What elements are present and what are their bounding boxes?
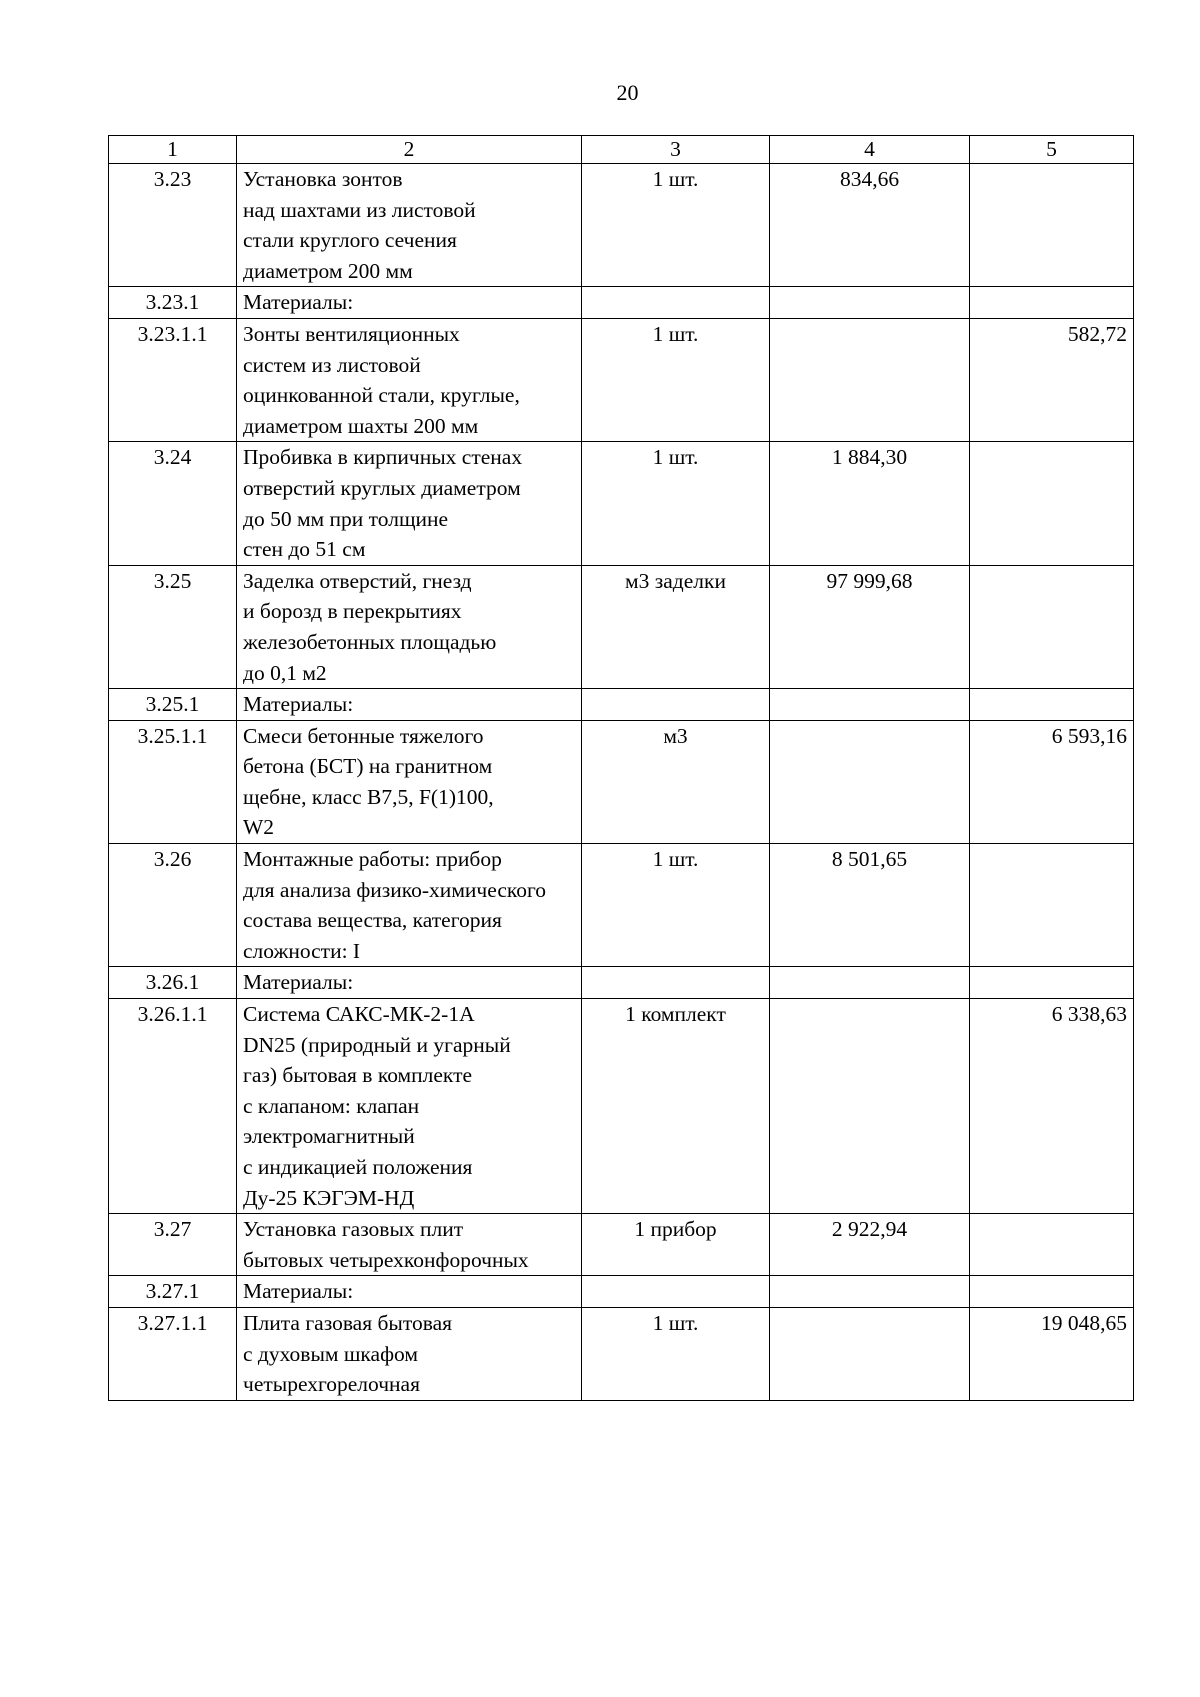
cell-unit: 1 прибор: [582, 1214, 770, 1276]
cell-description: [237, 318, 582, 441]
cell-price: 1 884,30: [770, 442, 970, 565]
description-line: электромагнитный: [243, 1124, 415, 1149]
description-line: Материалы:: [243, 1279, 354, 1304]
cell-unit: 1 шт.: [582, 164, 770, 287]
description-line: Монтажные работы: прибор: [243, 847, 502, 872]
cell-description: [237, 689, 582, 721]
cell-number: 3.26.1: [109, 967, 237, 999]
header-col-2: 2: [237, 136, 582, 164]
description-line: диаметром шахты 200 мм: [243, 413, 479, 438]
cell-description: [237, 442, 582, 565]
cell-number: 3.27.1.1: [109, 1307, 237, 1400]
cell-description: [237, 1276, 582, 1308]
cell-description: [237, 999, 582, 1214]
cell-number: 3.25.1.1: [109, 720, 237, 843]
table-row: [109, 1276, 1134, 1308]
table-row: [109, 442, 1134, 565]
description-line: W2: [243, 815, 275, 840]
cell-materials-cost: [970, 565, 1134, 688]
table-row: [109, 999, 1134, 1214]
table-row: [109, 844, 1134, 967]
description-line: Ду-25 КЭГЭМ-НД: [243, 1185, 415, 1210]
cell-price: 2 922,94: [770, 1214, 970, 1276]
cell-description: [237, 164, 582, 287]
cell-number: 3.23.1: [109, 287, 237, 319]
header-col-5: 5: [970, 136, 1134, 164]
cell-description: [237, 1307, 582, 1400]
cell-description: [237, 1214, 582, 1276]
cell-number: 3.25: [109, 565, 237, 688]
cell-materials-cost: 6 338,63: [970, 999, 1134, 1214]
cell-materials-cost: [970, 689, 1134, 721]
cell-price: 97 999,68: [770, 565, 970, 688]
description-line: диаметром 200 мм: [243, 258, 413, 283]
description-line: Смеси бетонные тяжелого: [243, 723, 484, 748]
cell-unit: 1 шт.: [582, 442, 770, 565]
cell-description: [237, 565, 582, 688]
table-row: [109, 720, 1134, 843]
cell-materials-cost: [970, 1214, 1134, 1276]
cell-materials-cost: [970, 442, 1134, 565]
cell-price: [770, 720, 970, 843]
description-line: с духовым шкафом: [243, 1341, 418, 1366]
description-line: стен до 51 см: [243, 537, 366, 562]
cell-unit: 1 шт.: [582, 844, 770, 967]
table-row: [109, 287, 1134, 319]
cell-number: 3.23: [109, 164, 237, 287]
cell-materials-cost: [970, 1276, 1134, 1308]
cell-number: 3.24: [109, 442, 237, 565]
cell-price: [770, 967, 970, 999]
table-header-row: [109, 136, 1134, 164]
cell-price: [770, 1276, 970, 1308]
description-line: Плита газовая бытовая: [243, 1310, 453, 1335]
cell-unit: м3 заделки: [582, 565, 770, 688]
description-line: четырехгорелочная: [243, 1372, 420, 1397]
table-row: [109, 967, 1134, 999]
cell-price: [770, 318, 970, 441]
description-line: Зонты вентиляционных: [243, 321, 460, 346]
table-body: [109, 136, 1134, 1401]
cell-unit: 1 комплект: [582, 999, 770, 1214]
estimate-table: [108, 135, 1134, 1401]
description-line: DN25 (природный и угарный: [243, 1032, 511, 1057]
description-line: сложности: I: [243, 938, 361, 963]
cell-description: [237, 720, 582, 843]
description-line: до 0,1 м2: [243, 660, 327, 685]
cell-price: 8 501,65: [770, 844, 970, 967]
cell-number: 3.26.1.1: [109, 999, 237, 1214]
description-line: отверстий круглых диаметром: [243, 475, 521, 500]
cell-materials-cost: [970, 164, 1134, 287]
description-line: бытовых четырехконфорочных: [243, 1247, 529, 1272]
description-line: щебне, класс В7,5, F(1)100,: [243, 784, 494, 809]
cell-unit: [582, 689, 770, 721]
description-line: Материалы:: [243, 290, 354, 315]
cell-number: 3.27: [109, 1214, 237, 1276]
description-line: над шахтами из листовой: [243, 197, 476, 222]
cell-unit: [582, 967, 770, 999]
description-line: Заделка отверстий, гнезд: [243, 568, 472, 593]
description-line: систем из листовой: [243, 352, 421, 377]
table-row: [109, 565, 1134, 688]
header-col-3: 3: [582, 136, 770, 164]
cell-unit: м3: [582, 720, 770, 843]
description-line: с индикацией положения: [243, 1155, 473, 1179]
cell-unit: [582, 287, 770, 319]
cell-description: [237, 287, 582, 319]
description-line: Установка газовых плит: [243, 1217, 464, 1242]
description-line: бетона (БСТ) на гранитном: [243, 754, 493, 779]
cell-unit: 1 шт.: [582, 1307, 770, 1400]
cell-price: [770, 1307, 970, 1400]
table-row: [109, 318, 1134, 441]
description-line: Материалы:: [243, 692, 354, 717]
cell-number: 3.23.1.1: [109, 318, 237, 441]
cell-price: [770, 999, 970, 1214]
description-line: стали круглого сечения: [243, 228, 457, 253]
description-line: состава вещества, категория: [243, 908, 502, 933]
cell-materials-cost: [970, 967, 1134, 999]
cell-number: 3.26: [109, 844, 237, 967]
description-line: газ) бытовая в комплекте: [243, 1063, 473, 1088]
cell-materials-cost: [970, 287, 1134, 319]
cell-description: [237, 967, 582, 999]
description-line: Пробивка в кирпичных стенах: [243, 445, 523, 470]
description-line: до 50 мм при толщине: [243, 506, 449, 531]
cell-description: [237, 844, 582, 967]
cell-materials-cost: 582,72: [970, 318, 1134, 441]
page-number: 20: [616, 80, 639, 105]
header-col-1: 1: [109, 136, 237, 164]
description-line: железобетонных площадью: [243, 629, 497, 654]
cell-price: [770, 689, 970, 721]
cell-unit: [582, 1276, 770, 1308]
header-col-4: 4: [770, 136, 970, 164]
cell-price: 834,66: [770, 164, 970, 287]
cell-materials-cost: [970, 844, 1134, 967]
cell-unit: 1 шт.: [582, 318, 770, 441]
description-line: для анализа физико-химического: [243, 877, 546, 902]
description-line: с клапаном: клапан: [243, 1093, 420, 1118]
cell-number: 3.25.1: [109, 689, 237, 721]
table-row: [109, 164, 1134, 287]
description-line: Система САКС-МК-2-1А: [243, 1002, 475, 1027]
table-row: [109, 689, 1134, 721]
cell-materials-cost: 19 048,65: [970, 1307, 1134, 1400]
cell-price: [770, 287, 970, 319]
description-line: Материалы:: [243, 970, 354, 995]
description-line: оцинкованной стали, круглые,: [243, 383, 520, 408]
cell-materials-cost: 6 593,16: [970, 720, 1134, 843]
table-row: [109, 1307, 1134, 1400]
description-line: Установка зонтов: [243, 167, 403, 191]
table-row: [109, 1214, 1134, 1276]
cell-number: 3.27.1: [109, 1276, 237, 1308]
description-line: и борозд в перекрытиях: [243, 599, 462, 624]
